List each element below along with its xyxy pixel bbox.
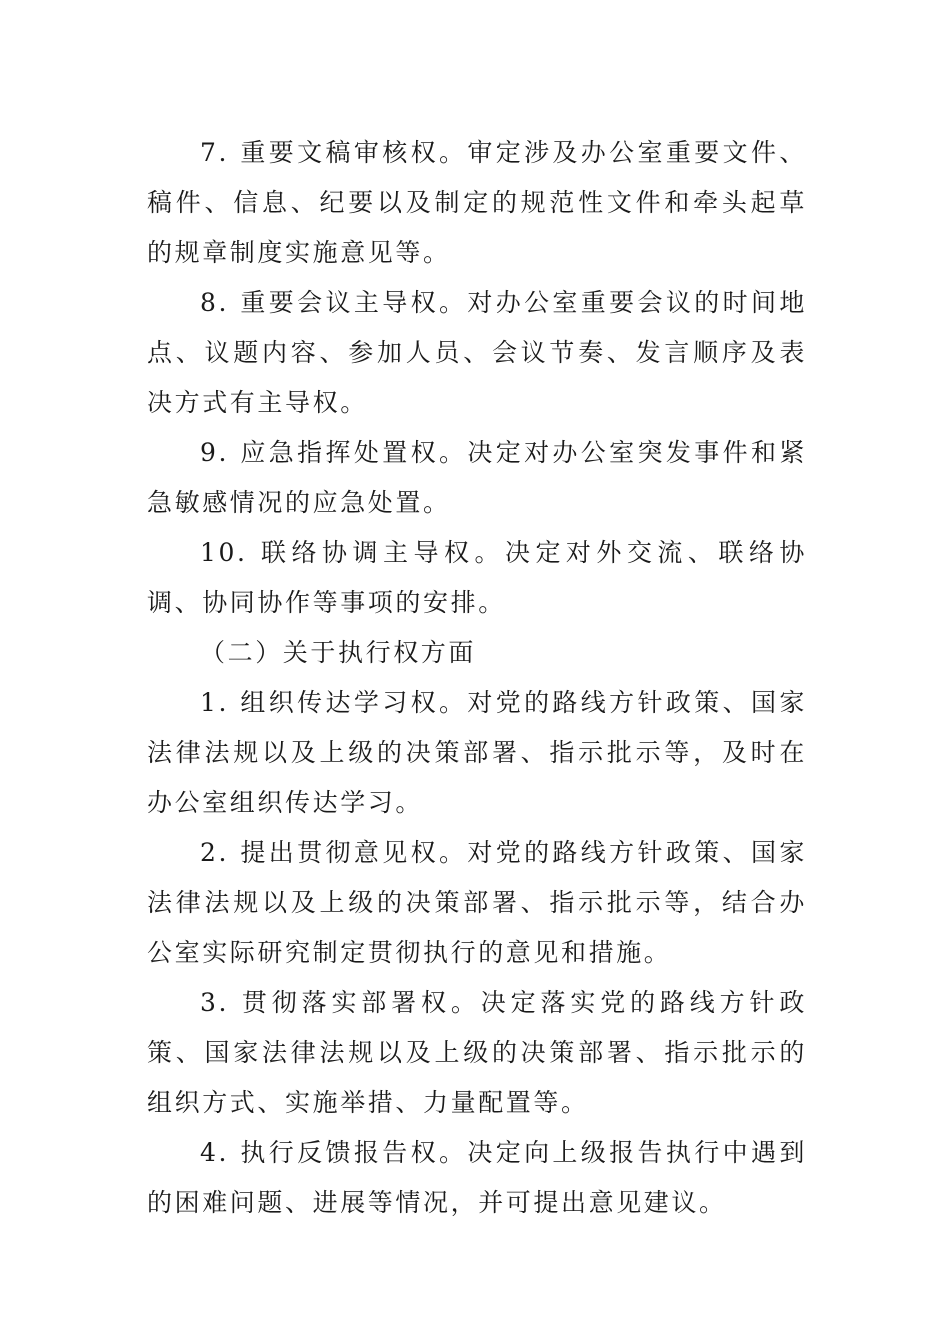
section-paragraph-4: 4. 执行反馈报告权。决定向上级报告执行中遇到的困难问题、进展等情况，并可提出意见建议。	[147, 1138, 807, 1217]
section-heading-execution: （二）关于执行权方面	[200, 638, 477, 667]
section-paragraph-2: 2. 提出贯彻意见权。对党的路线方针政策、国家法律法规以及上级的决策部署、指示批示等，结合办公室实际研究制定贯彻执行的意见和措施。	[147, 838, 807, 967]
paragraph-item-9: 9. 应急指挥处置权。决定对办公室突发事件和紧急敏感情况的应急处置。	[147, 438, 807, 517]
section-paragraph-3: 3. 贯彻落实部署权。决定落实党的路线方针政策、国家法律法规以及上级的决策部署、指示批示的组织方式、实施举措、力量配置等。	[147, 988, 807, 1117]
paragraph-item-8: 8. 重要会议主导权。对办公室重要会议的时间地点、议题内容、参加人员、会议节奏、发言顺序及表决方式有主导权。	[147, 288, 807, 417]
paragraph-item-7: 7. 重要文稿审核权。审定涉及办公室重要文件、稿件、信息、纪要以及制定的规范性文件和牵头起草的规章制度实施意见等。	[147, 138, 807, 267]
document-body	[147, 128, 807, 1228]
paragraph-item-10: 10. 联络协调主导权。决定对外交流、联络协调、协同协作等事项的安排。	[147, 538, 807, 617]
section-paragraph-1: 1. 组织传达学习权。对党的路线方针政策、国家法律法规以及上级的决策部署、指示批示等，及时在办公室组织传达学习。	[147, 688, 807, 817]
